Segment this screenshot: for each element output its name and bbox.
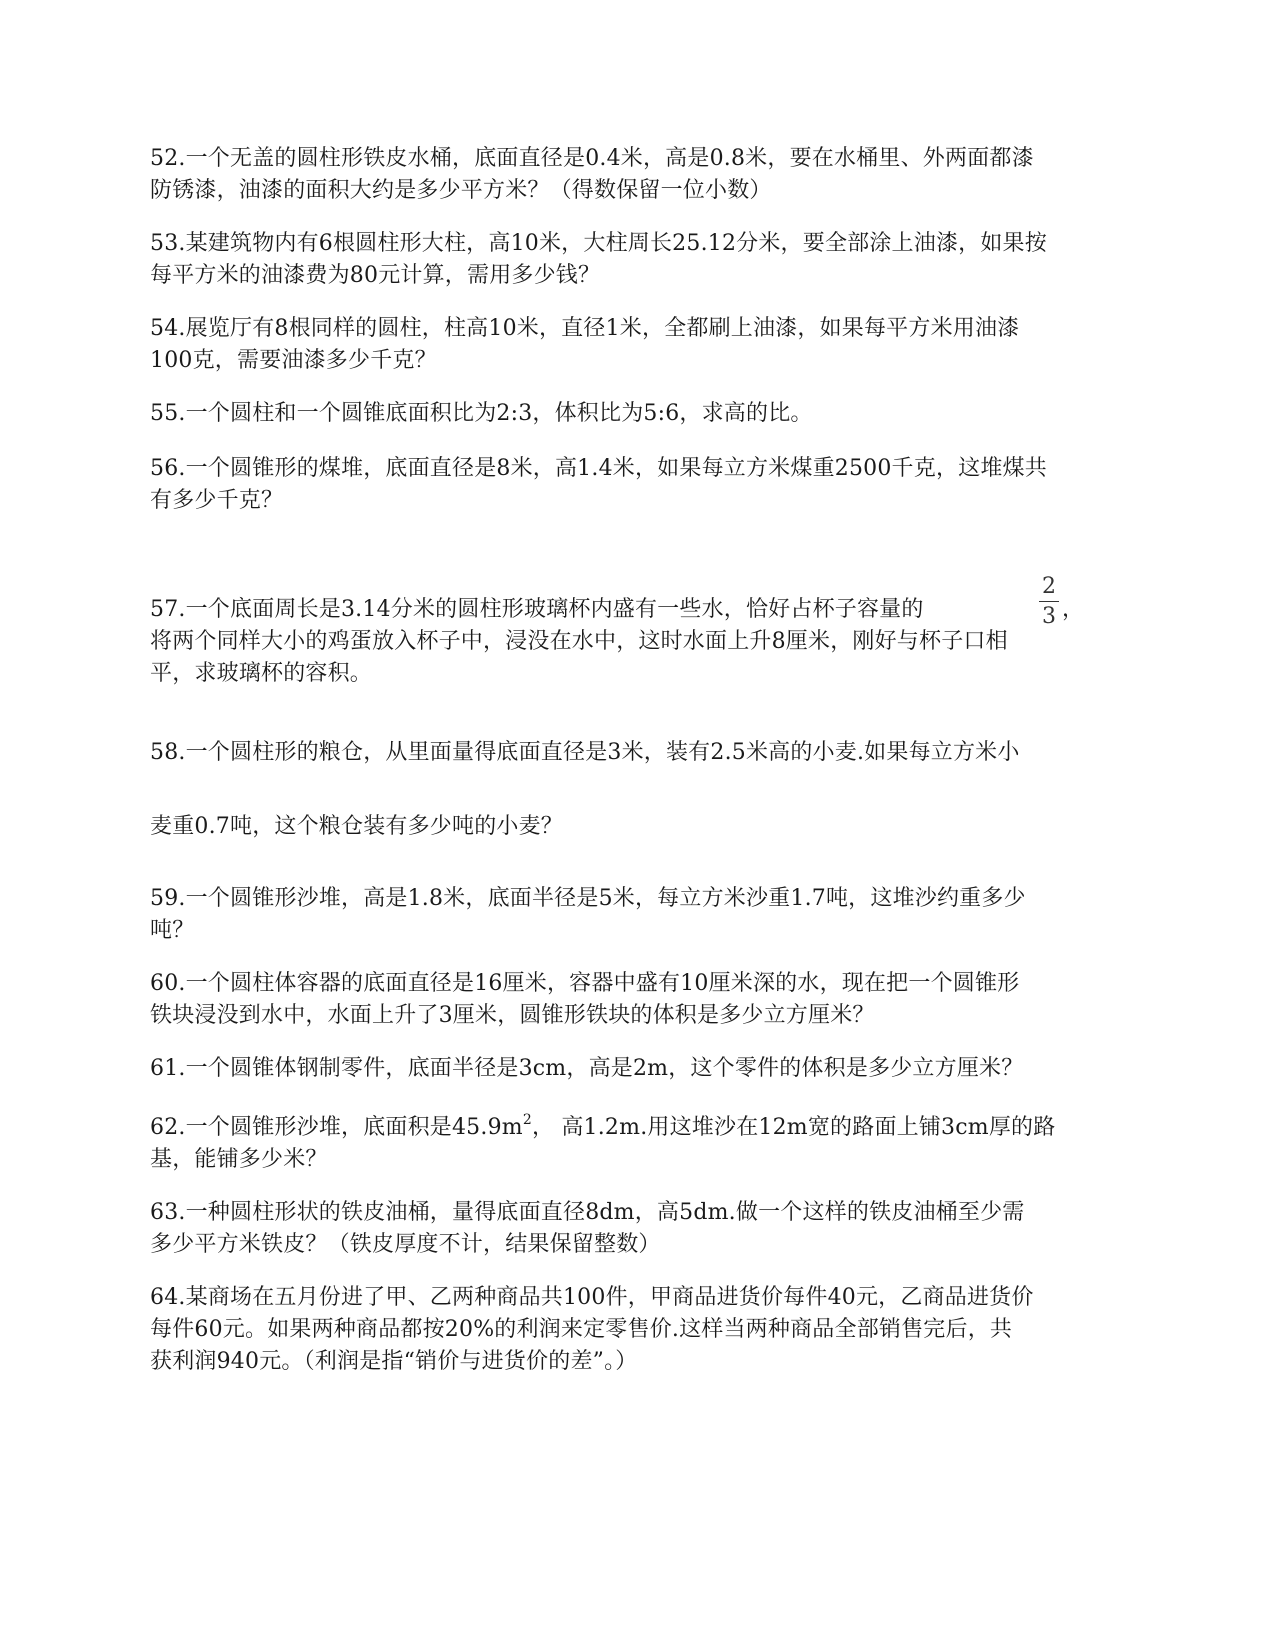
superscript-squared: 2 — [522, 1111, 532, 1128]
question-54 — [150, 313, 1130, 377]
question-56-line1: 56.一个圆锥形的煤堆，底面直径是8米，高1.4米，如果每立方米煤重2500千克，这堆煤共 — [150, 456, 1047, 481]
question-53-line2: 每平方米的油漆费为80元计算，需用多少钱？ — [150, 263, 601, 288]
question-55 — [150, 398, 1130, 430]
question-59-line1: 59.一个圆锥形沙堆，高是1.8米，底面半径是5米，每立方米沙重1.7吨，这堆沙约重多少 — [150, 886, 1026, 911]
question-52-line1: 52.一个无盖的圆柱形铁皮水桶，底面直径是0.4米，高是0.8米，要在水桶里、外两面都漆 — [150, 146, 1034, 171]
question-61-line1: 61.一个圆锥体钢制零件，底面半径是3cm，高是2m，这个零件的体积是多少立方厘米？ — [150, 1056, 1024, 1081]
question-61 — [150, 1053, 1130, 1085]
question-62-line1 — [150, 1112, 1130, 1144]
fraction-numerator: 2 — [1042, 574, 1056, 599]
question-59 — [150, 883, 1130, 947]
question-63-line1: 63.一种圆柱形状的铁皮油桶，量得底面直径8dm，高5dm.做一个这样的铁皮油桶至少需 — [150, 1200, 1025, 1225]
question-60-line1: 60.一个圆柱体容器的底面直径是16厘米，容器中盛有10厘米深的水，现在把一个圆锥形 — [150, 971, 1020, 996]
question-63 — [150, 1197, 1130, 1261]
question-64-line3: 获利润940元。（利润是指“销价与进货价的差”。） — [150, 1349, 638, 1374]
question-60-line2: 铁块浸没到水中，水面上升了3厘米，圆锥形铁块的体积是多少立方厘米？ — [150, 1003, 875, 1028]
question-57-line1-comma: ， — [1062, 597, 1085, 622]
question-52 — [150, 143, 1130, 207]
question-64-line2: 每件60元。如果两种商品都按20%的利润来定零售价.这样当两种商品全部销售完后，共 — [150, 1317, 1013, 1342]
question-57-line2: 将两个同样大小的鸡蛋放入杯子中，浸没在水中，这时水面上升8厘米，刚好与杯子口相 — [150, 629, 1008, 654]
question-54-line2: 100克，需要油漆多少千克？ — [150, 348, 437, 373]
fraction-denominator: 3 — [1042, 604, 1056, 629]
question-52-line2: 防锈漆，油漆的面积大约是多少平方米？（得数保留一位小数） — [150, 178, 772, 203]
question-58-line2: 麦重0.7吨，这个粮仓装有多少吨的小麦？ — [150, 814, 563, 839]
question-62 — [150, 1112, 1130, 1176]
question-62-line1b: ， 高1.2m.用这堆沙在12m宽的路面上铺3cm厚的路 — [531, 1115, 1056, 1140]
question-57-line1-wrap — [150, 594, 1130, 626]
question-53 — [150, 228, 1130, 292]
question-55-line1: 55.一个圆柱和一个圆锥底面积比为2:3，体积比为5:6，求高的比。 — [150, 401, 813, 426]
question-56 — [150, 453, 1130, 517]
question-60 — [150, 968, 1130, 1032]
question-64 — [150, 1282, 1130, 1378]
question-54-line1: 54.展览厅有8根同样的圆柱，柱高10米，直径1米，全都刷上油漆，如果每平方米用油漆 — [150, 316, 1020, 341]
question-58 — [150, 737, 1130, 843]
question-57-line3: 平，求玻璃杯的容积。 — [150, 661, 373, 686]
question-57 — [150, 594, 1130, 690]
question-62-line2: 基，能铺多少米？ — [150, 1147, 328, 1172]
question-59-line2: 吨？ — [150, 918, 195, 943]
question-56-line2: 有多少千克？ — [150, 488, 284, 513]
question-62-line1a: 62.一个圆锥形沙堆，底面积是45.9m — [150, 1115, 523, 1140]
question-58-line1: 58.一个圆柱形的粮仓，从里面量得底面直径是3米，装有2.5米高的小麦.如果每立方米小 — [150, 740, 1020, 765]
question-53-line1: 53.某建筑物内有6根圆柱形大柱，高10米，大柱周长25.12分米，要全部涂上油漆，如果按 — [150, 231, 1047, 256]
question-63-line2: 多少平方米铁皮？（铁皮厚度不计，结果保留整数） — [150, 1232, 661, 1257]
question-64-line1: 64.某商场在五月份进了甲、乙两种商品共100件，甲商品进货价每件40元，乙商品进货价 — [150, 1285, 1034, 1310]
question-57-line1: 57.一个底面周长是3.14分米的圆柱形玻璃杯内盛有一些水，恰好占杯子容量的 — [150, 597, 924, 622]
